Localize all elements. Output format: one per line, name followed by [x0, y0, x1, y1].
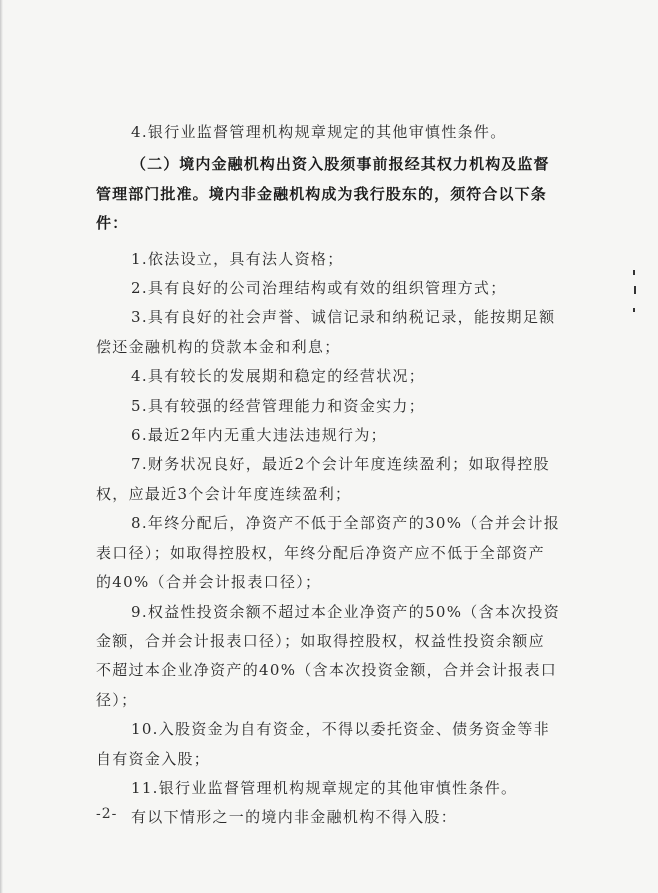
section-heading-line: 管理部门批准。境内非金融机构成为我行股东的，须符合以下条	[96, 184, 547, 203]
section-heading-line: 件：	[96, 214, 129, 233]
list-item-line: 径）；	[96, 690, 138, 709]
section-heading-line: （二）境内金融机构出资入股须事前报经其权力机构及监督	[131, 155, 550, 174]
list-item-line: 9.权益性投资余额不超过本企业净资产的50%（含本次投资	[131, 602, 561, 621]
paragraph-line: 有以下情形之一的境内非金融机构不得入股：	[131, 808, 458, 827]
list-item-line: 6.最近2年内无重大违法违规行为；	[131, 426, 387, 445]
list-item-line: 3.具有良好的社会声誉、诚信记录和纳税记录，能按期足额	[131, 308, 556, 327]
list-item-line: 11.银行业监督管理机构规章规定的其他审慎性条件。	[131, 778, 518, 797]
list-item-line: 2.具有良好的公司治理结构或有效的组织管理方式；	[131, 279, 507, 298]
list-item-line: 自有资金入股；	[96, 749, 211, 768]
scan-speck-mark	[633, 308, 635, 312]
list-item-line: 不超过本企业净资产的40%（含本次投资金额，合并会计报表口	[96, 661, 558, 680]
list-item-line: 1.依法设立，具有法人资格；	[131, 249, 344, 268]
list-item-line: 10.入股资金为自有资金，不得以委托资金、债务资金等非	[131, 720, 550, 739]
list-item-line: 权，应最近3个会计年度连续盈利；	[96, 484, 352, 503]
list-item-line: 4.具有较长的发展期和稳定的经营状况；	[131, 367, 426, 386]
list-item-line: 表口径）；如取得控股权，年终分配后净资产应不低于全部资产	[96, 543, 545, 562]
list-item-line: 偿还金融机构的贷款本金和利息；	[96, 337, 341, 356]
paragraph-line: 4.银行业监督管理机构规章规定的其他审慎性条件。	[131, 123, 507, 141]
list-item-line: 8.年终分配后，净资产不低于全部资产的30%（合并会计报	[131, 514, 561, 533]
list-item-line: 的40%（合并会计报表口径）；	[96, 573, 322, 592]
list-item-line: 金额，合并会计报表口径）；如取得控股权，权益性投资余额应	[96, 631, 545, 650]
page-number: -2-	[96, 806, 118, 822]
list-item-line: 7.财务状况良好，最近2个会计年度连续盈利；如取得控股	[131, 455, 550, 474]
scan-speck-mark	[634, 286, 636, 294]
list-item-line: 5.具有较强的经营管理能力和资金实力；	[131, 396, 426, 415]
document-body	[96, 118, 576, 833]
scan-speck-mark	[633, 270, 635, 275]
